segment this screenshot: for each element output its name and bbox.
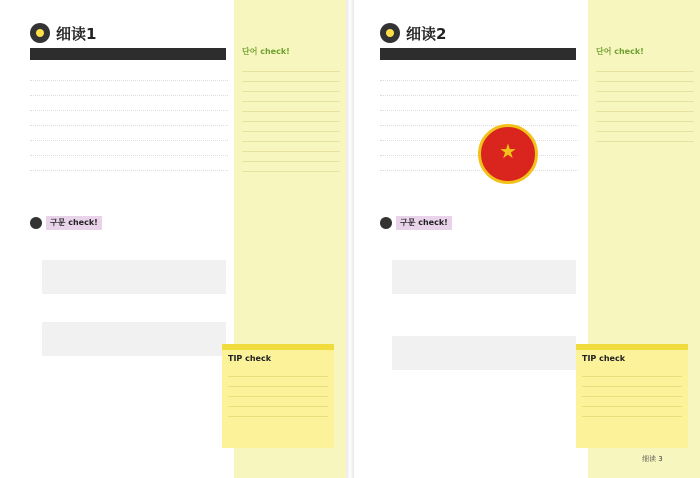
tip-note-line xyxy=(582,377,682,387)
vocab-item xyxy=(596,82,694,92)
section-title xyxy=(30,22,96,44)
reading-subtitle xyxy=(30,48,226,60)
vocab-item xyxy=(242,132,340,142)
right-page xyxy=(350,0,700,478)
example-box xyxy=(392,336,576,370)
reading-line xyxy=(30,141,228,156)
vocab-item xyxy=(242,102,340,112)
grammar-gloss xyxy=(30,309,226,320)
tip-note xyxy=(222,344,334,448)
example-box xyxy=(42,322,226,356)
grammar-sentence xyxy=(30,298,226,309)
example-box xyxy=(392,260,576,294)
grammar-sentence xyxy=(380,236,576,247)
vocab-heading-label: 단어 check! xyxy=(242,46,290,56)
reading-line xyxy=(30,111,228,126)
tip-note-line xyxy=(582,387,682,397)
reading-passage xyxy=(30,66,228,182)
national-emblem-image xyxy=(478,124,538,184)
reading-line xyxy=(380,126,578,141)
example-line xyxy=(46,262,222,272)
reading-line xyxy=(30,126,228,141)
example-line xyxy=(396,348,572,358)
vocab-item xyxy=(596,62,694,72)
tip-note-line xyxy=(228,387,328,397)
vocab-list xyxy=(242,62,340,172)
vocab-item xyxy=(596,122,694,132)
reading-line xyxy=(380,96,578,111)
lightbulb-icon xyxy=(380,23,400,43)
example-box xyxy=(42,260,226,294)
check-icon xyxy=(380,217,392,229)
vocab-item xyxy=(596,112,694,122)
grammar-section-label: 구문 check! xyxy=(396,216,452,230)
tip-note-heading: TIP check xyxy=(228,354,272,363)
grammar-point-2 xyxy=(30,298,226,358)
vocab-item xyxy=(596,72,694,82)
example-line xyxy=(396,282,572,292)
vocab-item xyxy=(596,132,694,142)
grammar-sentence xyxy=(30,236,226,247)
grammar-section-tag xyxy=(30,216,102,230)
tip-note-line xyxy=(228,397,328,407)
example-line xyxy=(46,282,222,292)
reading-line xyxy=(380,81,578,96)
vocab-heading xyxy=(596,44,644,58)
vocab-item xyxy=(242,82,340,92)
vocab-item xyxy=(242,62,340,72)
vocab-item xyxy=(242,162,340,172)
tip-note-line xyxy=(582,397,682,407)
grammar-sentence xyxy=(380,312,576,323)
tip-note-line xyxy=(228,377,328,387)
reading-line xyxy=(380,111,578,126)
example-line xyxy=(396,358,572,368)
example-line xyxy=(46,334,222,344)
reading-line xyxy=(30,66,228,81)
vocab-item xyxy=(596,102,694,112)
page-title: 细读2 xyxy=(406,24,447,43)
example-line xyxy=(396,272,572,282)
grammar-gloss xyxy=(380,247,576,258)
vocab-list xyxy=(596,62,694,142)
vocab-item xyxy=(242,122,340,132)
vocab-item xyxy=(242,92,340,102)
grammar-point-2 xyxy=(380,312,576,372)
page-title: 细读1 xyxy=(56,24,97,43)
vocab-item xyxy=(242,72,340,82)
tip-note-line xyxy=(582,367,682,377)
example-line xyxy=(396,338,572,348)
lightbulb-icon xyxy=(30,23,50,43)
audio-track[interactable] xyxy=(548,194,558,204)
audio-track[interactable] xyxy=(198,194,208,204)
vocab-heading-label: 단어 check! xyxy=(596,46,644,56)
grammar-point-1 xyxy=(30,236,226,296)
reading-line xyxy=(30,156,228,171)
tip-note xyxy=(576,344,688,448)
tip-note-heading: TIP check xyxy=(582,354,626,363)
grammar-point-1 xyxy=(380,236,576,296)
grammar-gloss xyxy=(30,247,226,258)
example-line xyxy=(46,344,222,354)
example-line xyxy=(396,262,572,272)
vocab-item xyxy=(242,152,340,162)
grammar-gloss xyxy=(380,323,576,334)
vocab-item xyxy=(242,142,340,152)
check-icon xyxy=(30,217,42,229)
page-footer: 细读 3 xyxy=(642,455,663,463)
vocab-item xyxy=(596,92,694,102)
vocab-item xyxy=(242,112,340,122)
reading-line xyxy=(380,66,578,81)
reading-line xyxy=(30,81,228,96)
tip-note-line xyxy=(228,367,328,377)
reading-subtitle xyxy=(380,48,576,60)
section-title xyxy=(380,22,446,44)
tip-note-line xyxy=(228,407,328,417)
example-line xyxy=(46,272,222,282)
grammar-section-label: 구문 check! xyxy=(46,216,102,230)
reading-line xyxy=(30,96,228,111)
tip-note-line xyxy=(582,407,682,417)
example-line xyxy=(46,324,222,334)
grammar-section-tag xyxy=(380,216,452,230)
vocab-heading xyxy=(242,44,290,58)
